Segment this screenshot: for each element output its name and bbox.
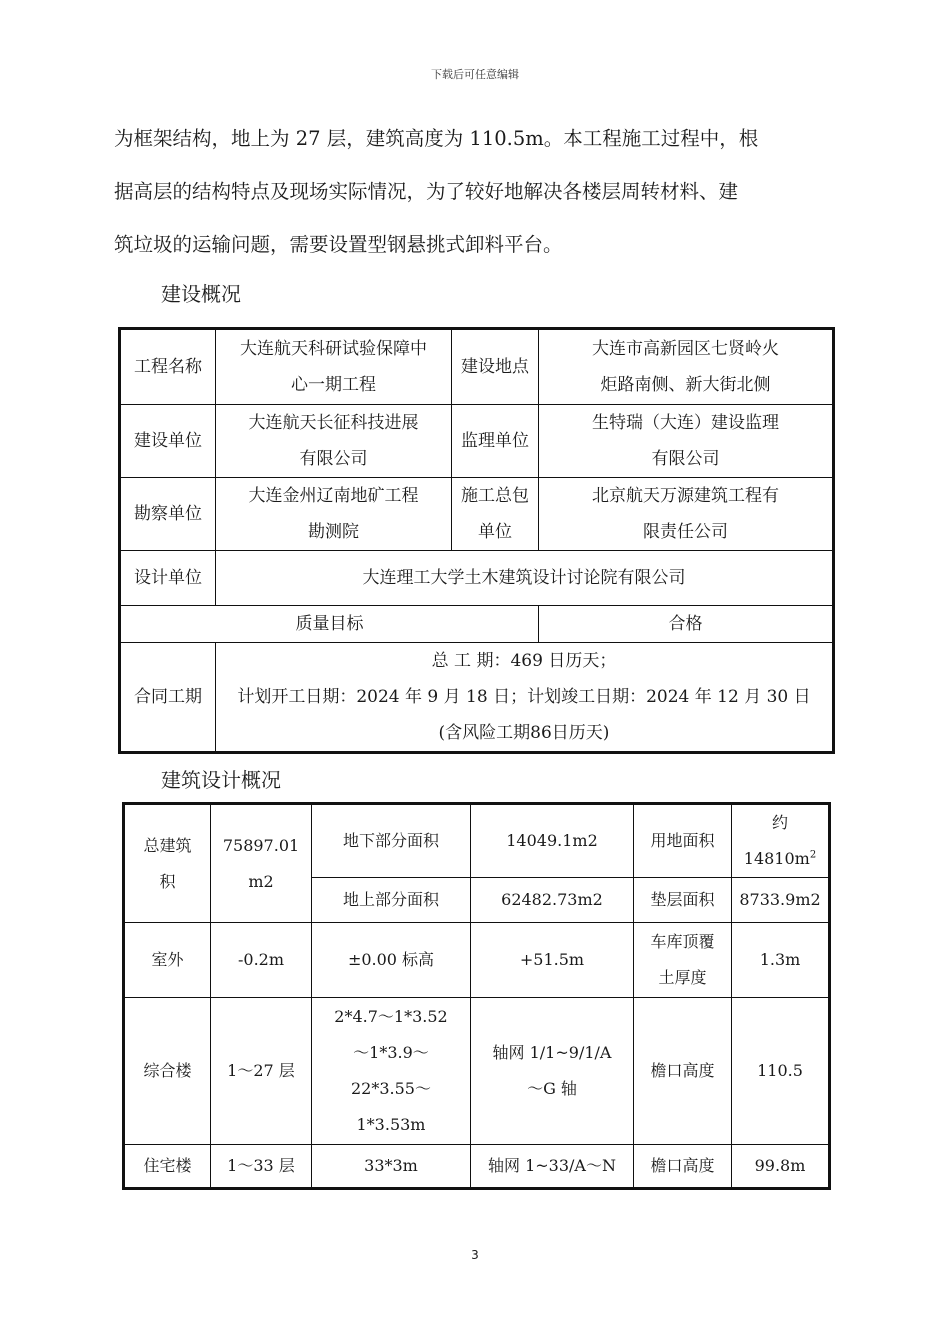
intro-line: 筑垃圾的运输问题，需要设置型钢悬挑式卸料平台。 [114, 233, 563, 256]
value-project-name: 大连航天科研试验保障中 心一期工程 [216, 329, 452, 405]
label-location: 建设地点 [452, 329, 539, 405]
table-row [124, 1145, 830, 1189]
section-title-design: 建筑设计概况 [161, 768, 281, 792]
label-supervisor: 监理单位 [452, 405, 539, 478]
table-row [120, 606, 834, 643]
value-residential-heights: 33*3m [312, 1145, 471, 1189]
intro-paragraph [114, 112, 838, 271]
value-builder: 大连航天长征科技进展 有限公司 [216, 405, 452, 478]
value-total-area: 75897.01 m2 [211, 804, 312, 923]
table-row [120, 551, 834, 606]
table-row [124, 998, 830, 1145]
value-cushion-area: 8733.9m2 [732, 878, 830, 923]
value-garage-soil: 1.3m [732, 923, 830, 998]
value-period: 总 工 期：469 日历天； 计划开工日期：2024 年 9 月 18 日；计划竣工日期：2024 年 12 月 30 日 (含风险工期86日历天) [216, 643, 834, 753]
value-complex-floors: 1～27 层 [211, 998, 312, 1145]
label-underground-area: 地下部分面积 [312, 804, 471, 878]
value-residential-axis: 轴网 1~33/A～N [471, 1145, 634, 1189]
label-builder: 建设单位 [120, 405, 216, 478]
label-quality: 质量目标 [120, 606, 539, 643]
label-outdoor: 室外 [124, 923, 211, 998]
page-number: 3 [471, 1248, 479, 1262]
label-survey: 勘察单位 [120, 478, 216, 551]
table-row [120, 329, 834, 405]
value-land-area: 约 $14810m^2$ [732, 804, 830, 878]
value-supervisor: 生特瑞（大连）建设监理 有限公司 [539, 405, 834, 478]
label-above-area: 地上部分面积 [312, 878, 471, 923]
table-row [124, 804, 830, 878]
value-elevation: +51.5m [471, 923, 634, 998]
value-outdoor: -0.2m [211, 923, 312, 998]
value-contractor: 北京航天万源建筑工程有 限责任公司 [539, 478, 834, 551]
label-land-area: 用地面积 [634, 804, 732, 878]
table-row [120, 643, 834, 753]
page-header: 下载后可任意编辑 [431, 68, 519, 81]
section-title-overview: 建设概况 [161, 282, 241, 306]
label-period: 合同工期 [120, 643, 216, 753]
label-eave-height: 檐口高度 [634, 1145, 732, 1189]
label-residential-building: 住宅楼 [124, 1145, 211, 1189]
value-above-area: 62482.73m2 [471, 878, 634, 923]
value-complex-heights: 2*4.7～1*3.52 ～1*3.9～ 22*3.55～ 1*3.53m [312, 998, 471, 1145]
value-complex-eave: 110.5 [732, 998, 830, 1145]
label-design: 设计单位 [120, 551, 216, 606]
label-cushion-area: 垫层面积 [634, 878, 732, 923]
value-underground-area: 14049.1m2 [471, 804, 634, 878]
table-row [124, 923, 830, 998]
value-design: 大连理工大学土木建筑设计讨论院有限公司 [216, 551, 834, 606]
intro-line: 为框架结构，地上为 27 层，建筑高度为 110.5m。本工程施工过程中，根 [114, 127, 759, 150]
label-garage-soil: 车库顶覆 土厚度 [634, 923, 732, 998]
label-contractor: 施工总包 单位 [452, 478, 539, 551]
intro-line: 据高层的结构特点及现场实际情况，为了较好地解决各楼层周转材料、建 [114, 180, 739, 203]
label-total-area: 总建筑 积 [124, 804, 211, 923]
label-project-name: 工程名称 [120, 329, 216, 405]
label-elevation: ±0.00 标高 [312, 923, 471, 998]
architectural-design-table [122, 802, 831, 1190]
value-location: 大连市高新园区七贤岭火 炬路南侧、新大街北侧 [539, 329, 834, 405]
table-row [120, 405, 834, 478]
table-row [120, 478, 834, 551]
value-complex-axis: 轴网 1/1~9/1/A ～G 轴 [471, 998, 634, 1145]
value-quality: 合格 [539, 606, 834, 643]
label-eave-height: 檐口高度 [634, 998, 732, 1145]
value-residential-floors: 1～33 层 [211, 1145, 312, 1189]
label-complex-building: 综合楼 [124, 998, 211, 1145]
value-residential-eave: 99.8m [732, 1145, 830, 1189]
value-survey: 大连金州辽南地矿工程 勘测院 [216, 478, 452, 551]
construction-overview-table [118, 327, 835, 754]
